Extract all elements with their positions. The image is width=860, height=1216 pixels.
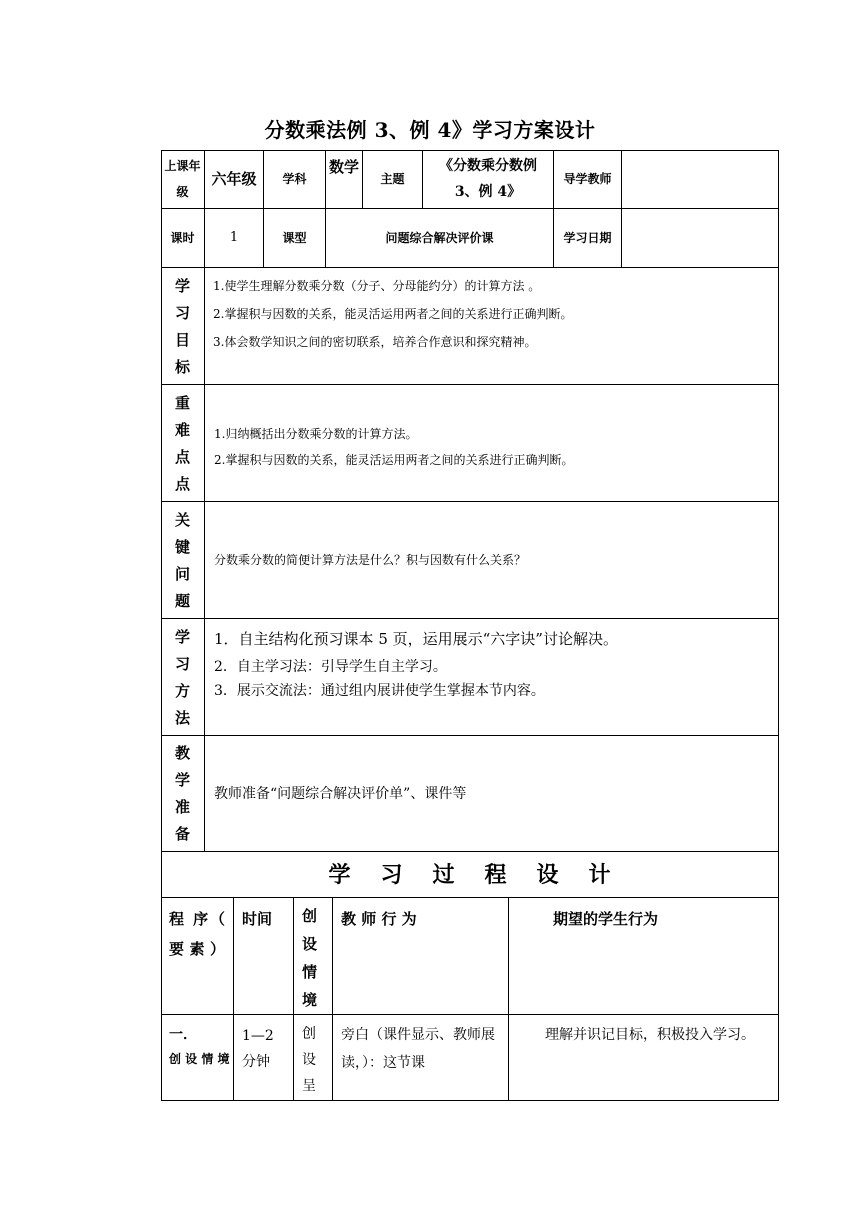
document-title: 分数乘法例 3、例 4》学习方案设计 [264, 118, 596, 142]
date-value-cell [622, 209, 779, 268]
teacher-action-text: 旁白（课件显示、教师展读，）：这节课 [341, 1027, 495, 1071]
create-header-char: 创 [302, 907, 318, 925]
methods-label-cell [161, 619, 205, 736]
create-header-cell [294, 898, 333, 1015]
process-title-cell [161, 852, 779, 898]
key-points-label-char: 重 [174, 393, 190, 412]
create-header-char: 设 [302, 935, 318, 953]
key-questions-label-char: 键 [174, 537, 190, 556]
period-label: 课时 [170, 231, 195, 245]
key-point-item: 2.掌握积与因数的关系，能灵活运用两者之间的关系进行正确判断。 [214, 453, 574, 467]
period-value: 1 [229, 230, 239, 245]
grade-label-cell [161, 150, 205, 209]
create-header-char: 境 [302, 991, 318, 1009]
methods-label-char: 学 [174, 627, 190, 646]
teacher-label-cell [554, 150, 622, 209]
grade-value: 六年级 [211, 170, 257, 188]
student-action-cell [509, 1015, 779, 1101]
goals-label-char: 标 [174, 357, 190, 376]
create-char: 创 [302, 1026, 316, 1042]
key-points-label-char: 点 [174, 474, 190, 493]
goal-item: 2.掌握积与因数的关系，能灵活运用两者之间的关系进行正确判断。 [213, 307, 573, 321]
key-questions-text: 分数乘分数的简便计算方法是什么？积与因数有什么关系？ [214, 553, 527, 567]
type-value-cell [326, 209, 554, 268]
procedure-step-name: 创 设 情 境 [169, 1052, 230, 1066]
preparation-label-char: 教 [174, 744, 190, 763]
goals-content-cell [205, 268, 779, 385]
preparation-label-cell [161, 736, 205, 852]
key-point-item: 1.归纳概括出分数乘分数的计算方法。 [214, 427, 418, 441]
goal-item: 1.使学生理解分数乘分数（分子、分母能约分）的计算方法 。 [213, 279, 541, 293]
teacher-value-cell [622, 150, 779, 209]
type-label: 课型 [282, 231, 307, 245]
goals-label-char: 学 [174, 276, 190, 295]
teacher-action-header: 教 师 行 为 [341, 910, 417, 928]
preparation-content-cell [205, 736, 779, 852]
goal-item: 3.体会数学知识之间的密切联系，培养合作意识和探究精神。 [213, 335, 537, 349]
topic-value-cell [423, 150, 554, 209]
subject-value: 数学 [329, 158, 360, 176]
student-action-header-cell [509, 898, 779, 1015]
grade-label: 上课年级 [164, 159, 201, 199]
method-item: 2．自主学习法：引导学生自主学习。 [214, 659, 447, 675]
date-label-cell [554, 209, 622, 268]
goals-label-cell [161, 268, 205, 385]
key-points-label-char: 难 [174, 420, 190, 439]
preparation-label-char: 备 [174, 824, 190, 843]
goals-label-char: 习 [174, 303, 190, 322]
period-label-cell [161, 209, 205, 268]
create-cell [294, 1015, 333, 1101]
teacher-action-header-cell [333, 898, 509, 1015]
period-value-cell [205, 209, 264, 268]
create-char: 设 [302, 1052, 316, 1068]
procedure-cell [161, 1015, 234, 1101]
methods-label-char: 法 [174, 708, 190, 727]
procedure-header-cell [161, 898, 234, 1015]
key-questions-content-cell [205, 502, 779, 619]
topic-label: 主题 [380, 172, 405, 186]
methods-label-char: 习 [174, 654, 190, 673]
date-label: 学习日期 [563, 231, 612, 245]
subject-label: 学科 [282, 172, 307, 186]
key-questions-label-char: 问 [174, 564, 190, 583]
subject-value-cell [326, 150, 363, 209]
key-questions-label-char: 题 [174, 591, 190, 610]
time-cell [234, 1015, 294, 1101]
time-value: 1—2 分钟 [242, 1028, 274, 1070]
key-points-label-cell [161, 385, 205, 502]
subject-label-cell [264, 150, 326, 209]
key-questions-label-char: 关 [174, 510, 190, 529]
teacher-action-cell [333, 1015, 509, 1101]
method-item: 3．展示交流法：通过组内展讲使学生掌握本节内容。 [214, 683, 545, 699]
methods-content-cell [205, 619, 779, 736]
create-char: 呈 [302, 1078, 316, 1094]
method-item: 1．自主结构化预习课本 5 页，运用展示“六字诀”讨论解决。 [214, 630, 618, 648]
type-label-cell [264, 209, 326, 268]
key-points-content-cell [205, 385, 779, 502]
time-header: 时间 [242, 910, 273, 928]
topic-value: 《分数乘分数例 3、例 4》 [439, 158, 537, 200]
procedure-step: 一． [169, 1027, 197, 1043]
student-action-header: 期望的学生行为 [553, 910, 659, 928]
teacher-label: 导学教师 [563, 172, 612, 186]
process-title: 学习过程设计 [328, 861, 641, 888]
key-points-label-char: 点 [174, 447, 190, 466]
type-value: 问题综合解决评价课 [385, 231, 494, 245]
preparation-label-char: 学 [174, 771, 190, 790]
procedure-header: 程 序（ 要素） [169, 910, 225, 958]
goals-label-char: 目 [174, 330, 190, 349]
time-header-cell [234, 898, 294, 1015]
create-header-char: 情 [302, 963, 318, 981]
preparation-text: 教师准备“问题综合解决评价单”、课件等 [214, 785, 467, 802]
methods-label-char: 方 [174, 681, 190, 700]
key-questions-label-cell [161, 502, 205, 619]
topic-label-cell [363, 150, 423, 209]
preparation-label-char: 准 [174, 797, 190, 816]
student-action-text: 理解并识记目标，积极投入学习。 [545, 1027, 755, 1043]
grade-value-cell [205, 150, 264, 209]
